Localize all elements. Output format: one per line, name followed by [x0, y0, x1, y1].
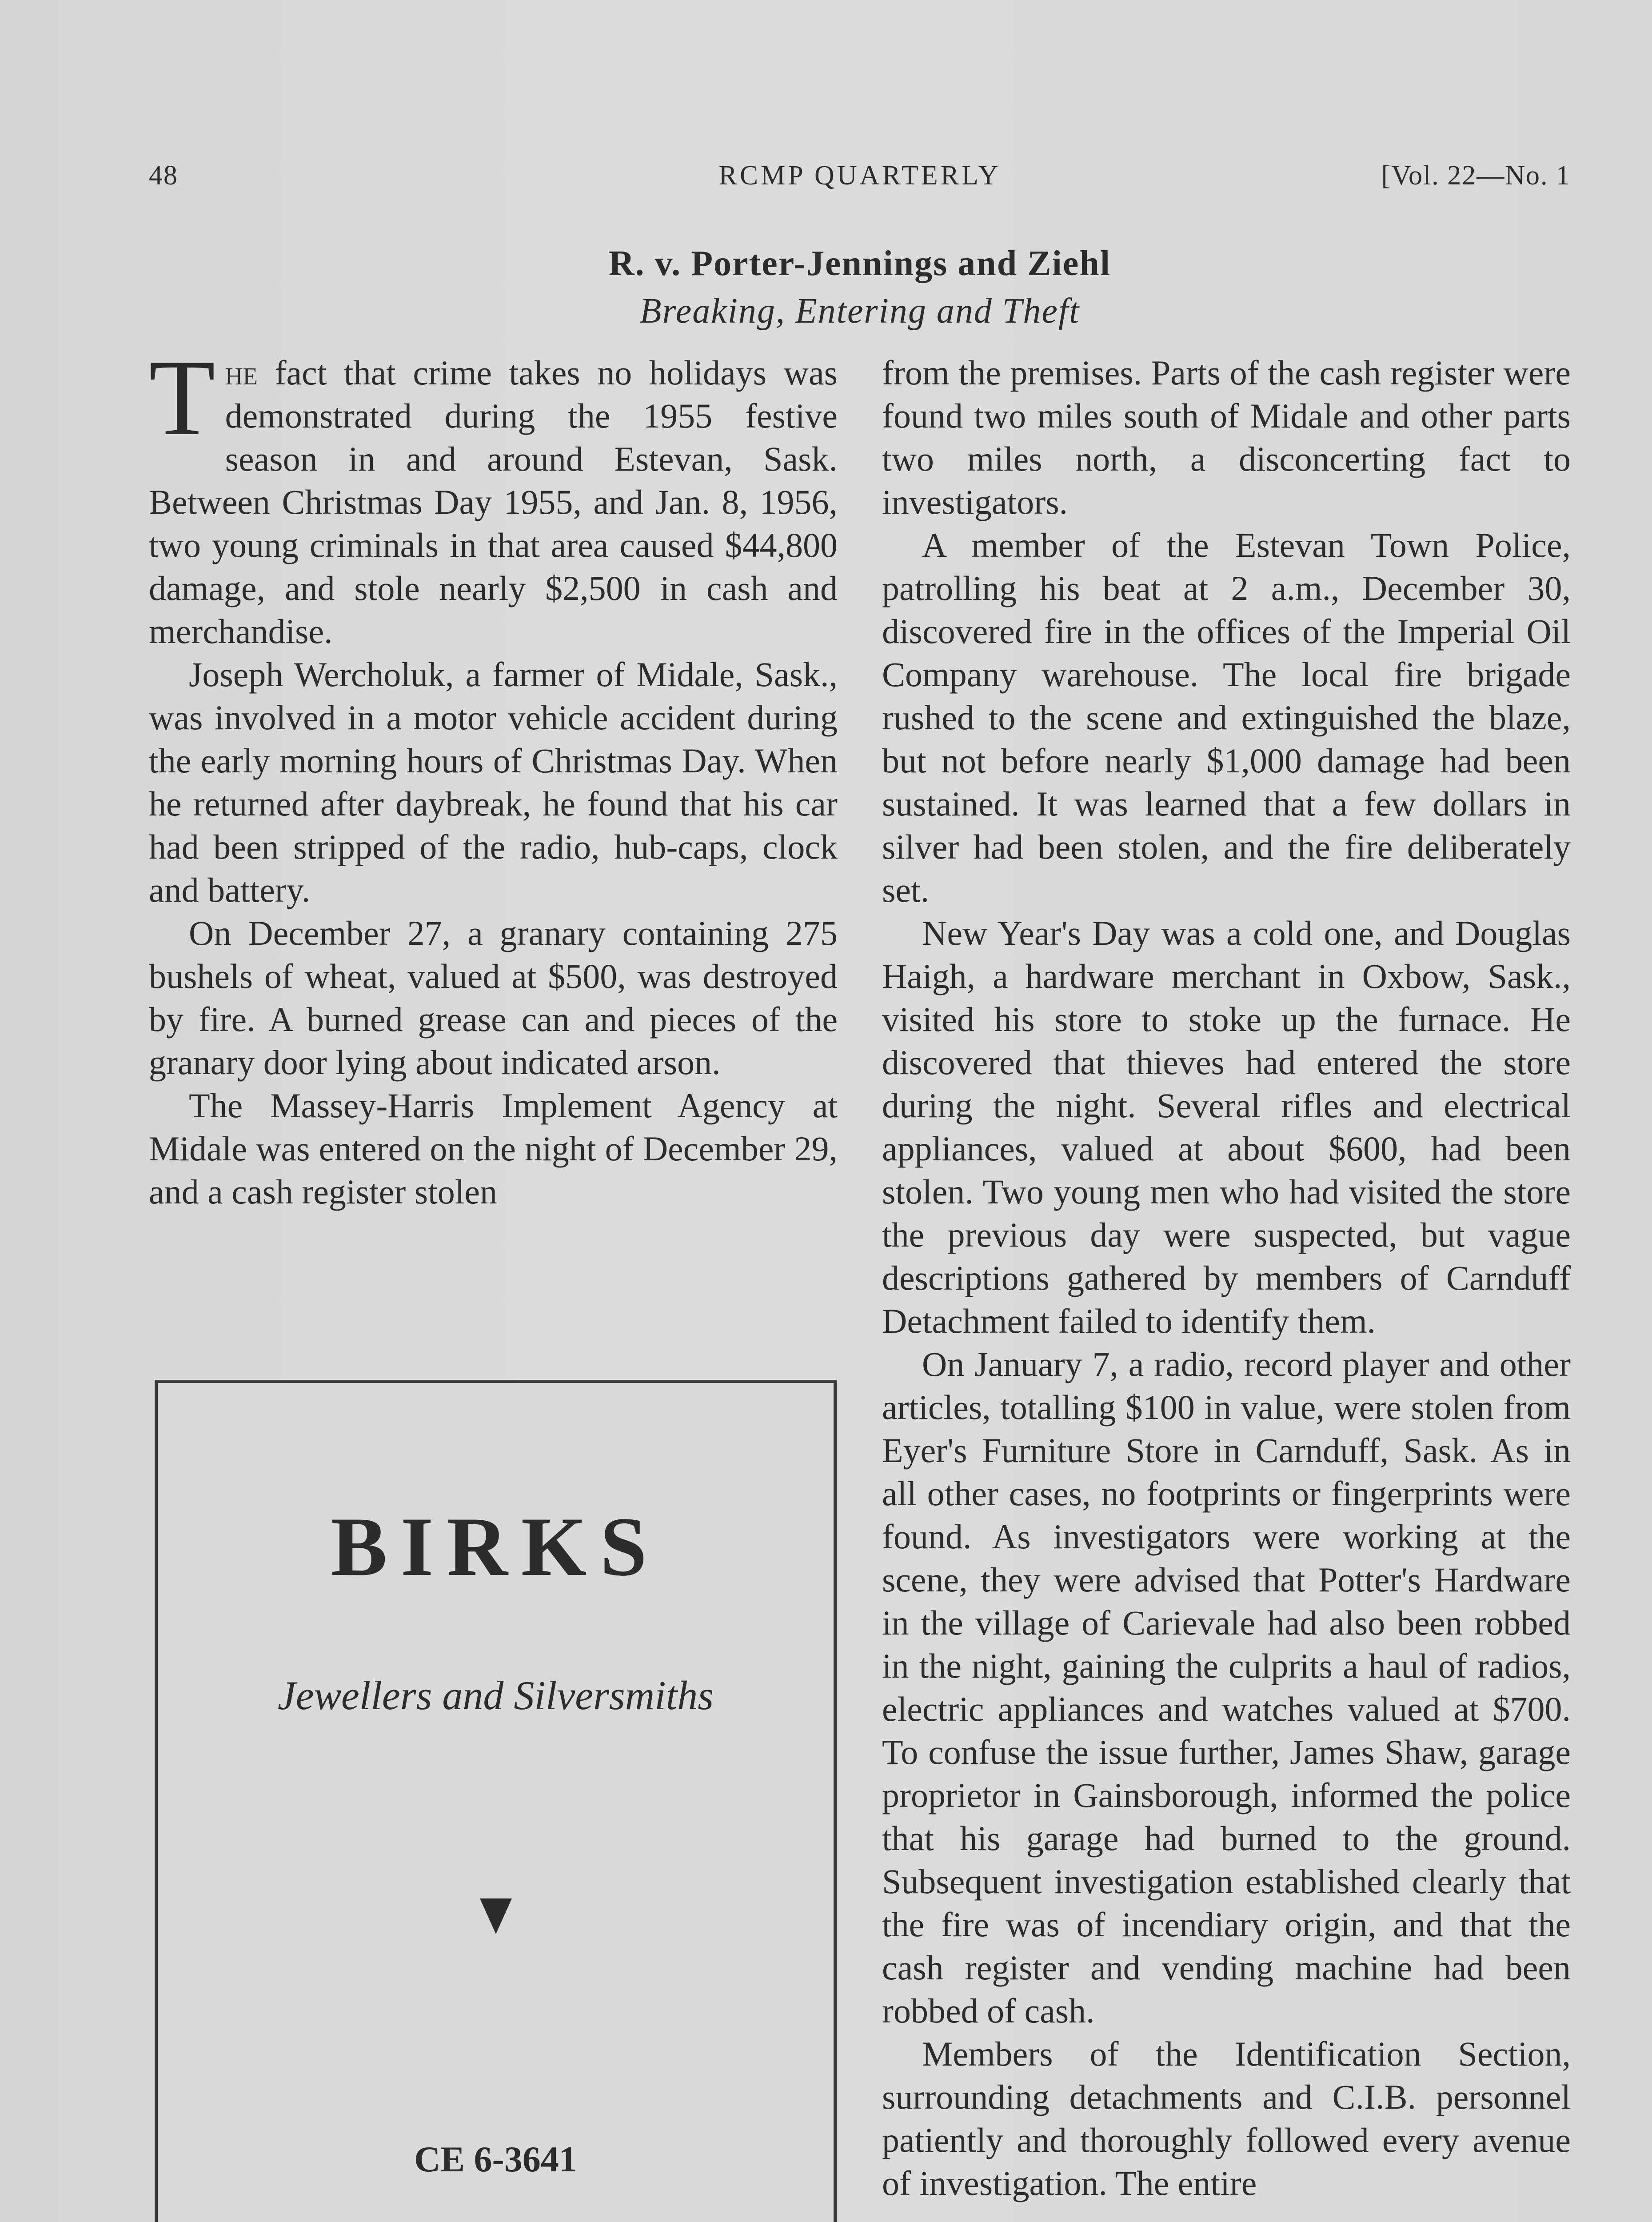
paragraph: On December 27, a granary containing 275 bushels of wheat, valued at $500, was destroyed by fire. A burned grease can and pieces of the granary door lying about indicated arson.	[149, 914, 838, 1082]
down-triangle-icon	[480, 1898, 512, 1934]
journal-title: RCMP QUARTERLY	[718, 160, 1001, 191]
page-number: 48	[149, 160, 178, 191]
volume-number: [Vol. 22—No. 1	[1381, 160, 1571, 191]
drop-cap: T	[149, 337, 215, 458]
first-word: he	[225, 353, 258, 392]
ad-tagline: Jewellers and Silversmiths	[277, 1673, 714, 1718]
paragraph: from the premises. Parts of the cash register were found two miles south of Midale and other parts two miles north, a disconcerting fact to investigators.	[882, 353, 1571, 521]
ad-brand: BIRKS	[331, 1500, 661, 1594]
paragraph: The fact that crime takes no holidays was demonstrated during the 1955 festive season in and around Estevan, Sask. Between Christmas Day 1955, and Jan. 8, 1956, two young criminals in that area caused $44,800 damage, and stole nearly $2,500 in cash and merchandise.	[149, 337, 838, 651]
paragraph: Joseph Wercholuk, a farmer of Midale, Sask., was involved in a motor vehicle accident during the early morning hours of Christmas Day. When he returned after daybreak, he found that his car had been stripped of the radio, hub-caps, clock and battery.	[149, 655, 838, 909]
paragraph: A member of the Estevan Town Police, patrolling his beat at 2 a.m., December 30, discovered fire in the offices of the Imperial Oil Company warehouse. The local fire brigade rushed to the scene and extinguished the blaze, but not before nearly $1,000 damage had been sustained. It was learned that a few dollars in silver had been stolen, and the fire deliberately set.	[882, 526, 1571, 909]
right-column	[882, 351, 1571, 2205]
birks-advertisement	[155, 1380, 837, 2222]
paragraph: The Massey-Harris Implement Agency at Midale was entered on the night of December 29, and a cash register stolen	[149, 1086, 838, 1211]
ad-phone: CE 6-3641	[414, 2139, 577, 2179]
left-column	[149, 337, 838, 1213]
paragraph: Members of the Identification Section, surrounding detachments and C.I.B. personnel patiently and thoroughly followed every avenue of investigation. The entire	[882, 2034, 1571, 2202]
paragraph: New Year's Day was a cold one, and Douglas Haigh, a hardware merchant in Oxbow, Sask., visited his store to stoke up the furnace. He discovered that thieves had entered the store during the night. Several rifles and electrical appliances, valued at about $600, had been stolen. Two young men who had visited the store the previous day were suspected, but vague descriptions gathered by members of Carnduff Detachment failed to identify them.	[882, 914, 1571, 1340]
article-subtitle: Breaking, Entering and Theft	[639, 292, 1080, 331]
running-head	[149, 160, 1571, 200]
article-title: R. v. Porter-Jennings and Ziehl	[608, 244, 1111, 283]
paragraph: On January 7, a radio, record player and other articles, totalling $100 in value, were stolen from Eyer's Furniture Store in Carnduff, Sask. As in all other cases, no footprints or fingerprints were found. As investigators were working at the scene, they were advised that Potter's Hardware in the village of Carievale had also been robbed in the night, gaining the culprits a haul of radios, electric appliances and watches valued at $700. To confuse the issue further, James Shaw, garage proprietor in Gainsborough, informed the police that his garage had burned to the ground. Subsequent investigation established clearly that the fire was of incendiary origin, and that the cash register and vending machine had been robbed of cash.	[882, 1345, 1571, 2030]
